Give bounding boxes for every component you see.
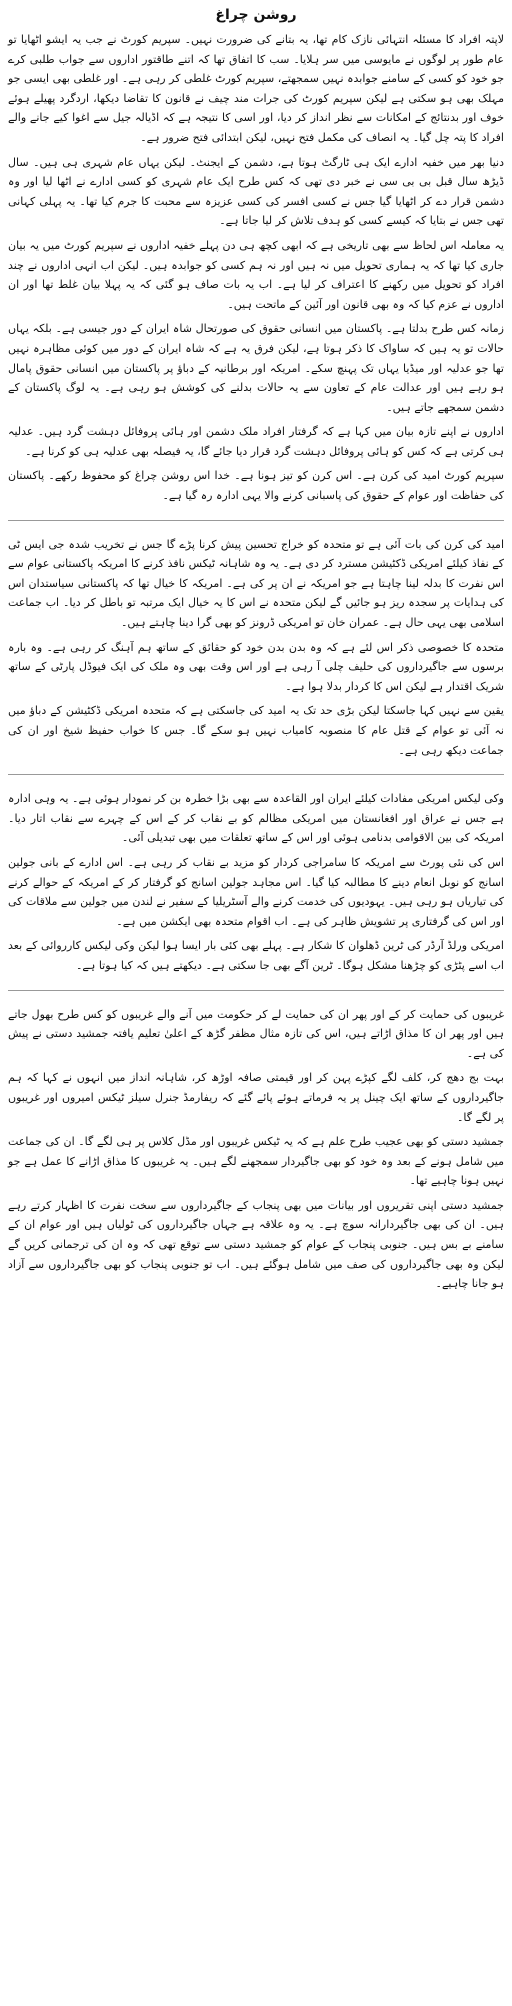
paragraph: وکی لیکس امریکی مفادات کیلئے ایران اور القاعدہ سے بھی بڑا خطرہ بن کر نمودار ہوئی ہے۔ یہ وہی ادارہ ہے جس نے عراق اور افغانستان میں امریکی مظالم کو بے نقاب کر کے اس کے چہرے سے نقاب اتار دیا۔ امریکہ کی بین الاقوامی بدنامی ہوئی اور اس کے ساتھ تعلقات میں بھی تبدیلی آئی۔ <box>8 792 504 845</box>
paragraph: اداروں نے اپنے تازہ بیان میں کہا ہے کہ گرفتار افراد ملک دشمن اور ہائی پروفائل دہشت گرد ہیں۔ عدلیہ ہی کرتی ہے کہ کس کو ہائی پروفائل دہشت گرد قرار دیا جائے گا، یہ فیصلہ بھی عدلیہ ہی کو کرنا ہے۔ <box>8 425 504 458</box>
section-separator <box>8 774 504 775</box>
paragraph: یقین سے نہیں کہا جاسکتا لیکن بڑی حد تک یہ امید کی جاسکتی ہے کہ متحدہ امریکی ڈکٹیشن کے دباؤ میں نہ آئی تو عوام کے قتل عام کا منصوبہ کامیاب نہیں ہو سکے گا۔ جس کا خواب حفیظ شیخ اور ان کی جماعت دیکھ رہی ہے۔ <box>8 704 504 757</box>
paragraph: غریبوں کی حمایت کر کے اور پھر ان کی حمایت لے کر حکومت میں آنے والے غریبوں کو کس طرح بھول جاتے ہیں اور پھر ان کا مذاق اڑاتے ہیں، اس کی تازہ مثال مظفر گڑھ کے اعلیٰ تعلیم یافتہ جمشید دستی نے پیش کی ہے۔ <box>8 1007 504 1060</box>
paragraph: یہ معاملہ اس لحاظ سے بھی تاریخی ہے کہ ابھی کچھ ہی دن پہلے خفیہ اداروں نے سپریم کورٹ میں یہ بیان جاری کیا تھا کہ یہ ہماری تحویل میں نہ ہیں اور نہ ہم کسی کو جوابدہ ہیں۔ لیکن اب انہی اداروں نے چند افراد کو تحویل میں رکھنے کا اعتراف کر لیا ہے۔ اب یہ بات صاف ہو گئی کہ یہ پہلا بیان غلط تھا اور ان اداروں نے عزم کیا کہ وہ بھی قانون اور آئین کے ماتحت ہیں۔ <box>8 238 504 311</box>
paragraph: جمشید دستی کو بھی عجیب طرح علم ہے کہ یہ ٹیکس غریبوں اور مڈل کلاس پر ہی لگے گا۔ ان کی جماعت میں شامل ہونے کے بعد وہ خود کو بھی جاگیردار سمجھنے لگے ہیں۔ یہ غریبوں کا مذاق اڑانے کا عمل ہے جو نہیں ہونا چاہیے تھا۔ <box>8 1135 504 1188</box>
column-title: روشن چراغ <box>215 7 297 23</box>
section-separator <box>8 520 504 521</box>
article-body <box>8 30 504 1294</box>
paragraph: زمانہ کس طرح بدلتا ہے۔ پاکستان میں انسانی حقوق کی صورتحال شاہ ایران کے دور جیسی ہے۔ بلکہ یہاں حالات تو یہ ہیں کہ ساواک کا ذکر ہوتا ہے، لیکن فرق یہ ہے کہ شاہ ایران کے دور میں کوئی مظاہرہ نہیں تھا جو عدلیہ اور میڈیا یہاں تک پہنچ سکے۔ امریکہ اور برطانیہ کے دباؤ پر پاکستان میں انسانی حقوق پامال ہو رہے ہیں اور عدالت عام کے تعاون سے یہ حالات بدلنے کی کوشش ہو رہی ہے۔ یہ لوگ پاکستان کے دشمن سمجھے جاتے ہیں۔ <box>8 322 504 414</box>
paragraph: امریکی ورلڈ آرڈر کی ٹرین ڈھلوان کا شکار ہے۔ پہلے بھی کئی بار ایسا ہوا لیکن وکی لیکس کارروائی کے بعد اب اسے پٹڑی کو چڑھنا مشکل ہوگا۔ ٹرین آگے بھی جا سکتی ہے۔ دیکھتے ہیں کہ کیا ہوتا ہے۔ <box>8 939 504 972</box>
paragraph: امید کی کرن کی بات آئی ہے تو متحدہ کو خراج تحسین پیش کرنا پڑے گا جس نے تخریب شدہ جی ایس ٹی کے نفاذ کیلئے امریکی ڈکٹیشن مسترد کر دی ہے۔ یہ وہ شاہانہ ٹیکس نافذ کرنے کا امریکہ پاکستانی عوام سے اس نفرت کا بدلہ لینا چاہتا ہے جو امریکہ نے ان پر کی ہے۔ امریکہ کا خیال تھا کہ پاکستانی سیاستدان اس کی ہدایات پر سجدہ ریز ہو جائیں گے لیکن متحدہ نے اس کا یہ خیال ایک مرتبہ تو باطل کر دیا۔ اب جماعت اسلامی بھی یہی حال ہے۔ عمران خان تو امریکی ڈرونز کو بھی گرا دینا چاہتے ہیں۔ <box>8 537 504 630</box>
paragraph: لاپتہ افراد کا مسئلہ انتہائی نازک کام تھا، یہ بتانے کی ضرورت نہیں۔ سپریم کورٹ نے جب یہ ایشو اٹھایا تو عام طور پر لوگوں نے مایوسی میں سر ہلایا۔ سب کا اتفاق تھا کہ اتنے طاقتور اداروں سے جواب طلبی کرے جو خود کو کسی کے سامنے جوابدہ نہیں سمجھتے، سپریم کورٹ غلطی کر رہی ہے۔ اور غلطی بھی ایسی جو مہلک بھی ہو سکتی ہے لیکن سپریم کورٹ کی جرات مند چیف نے قانون کا تقاضا دیکھا، اردگرد پھیلے ہوئے خوف اور بدنتائج کے امکانات سے نظر انداز کر دیا، اور اسی کا نتیجہ ہے کہ اڈیالہ جیل سے اغوا کیے جانے والے افراد کا پتہ چل گیا۔ یہ انصاف کی مکمل فتح نہیں، لیکن ابتدائی فتح ضرور ہے۔ <box>8 33 504 144</box>
paragraph: دنیا بھر میں خفیہ ادارے ایک ہی ٹارگٹ ہوتا ہے، دشمن کے ایجنٹ۔ لیکن یہاں عام شہری ہی ہیں۔ سال ڈیڑھ سال قبل بی بی سی نے خبر دی تھی کہ کس طرح ایک عام شہری کو کسی ادارے نے اٹھا لیا اور وہ دشمن قرار دے کر اٹھایا گیا جس نے کسی افسر کی کسی عزیزہ سے محبت کا جرم کیا تھا۔ یہ پہلی کہانی تھی جس نے بتایا کہ کیسے کسی کو ہدف تلاش کر لیا جاتا ہے۔ <box>8 155 504 228</box>
paragraph: اس کی نئی پورٹ سے امریکہ کا سامراجی کردار کو مزید بے نقاب کر رہی ہے۔ اس ادارے کے بانی جولین اسانج کو نوبل انعام دینے کا مطالبہ کیا گیا۔ اس مجاہد جولین اسانج کو گرفتار کر کے امریکہ کے حوالے کرنے کی تیاریاں ہو رہی ہیں۔ یہودیوں کی خدمت کرنے والے آسٹریلیا کے سفیر نے لندن میں جولین سے ملاقات کی اور اس کی گرفتاری پر تشویش ظاہر کی ہے۔ اب اقوام متحدہ بھی ایکشن میں ہے۔ <box>8 855 504 928</box>
section-separator <box>8 990 504 991</box>
article-section <box>8 535 504 761</box>
paragraph: سپریم کورٹ امید کی کرن ہے۔ اس کرن کو تیز ہونا ہے۔ خدا اس روشن چراغ کو محفوظ رکھے۔ پاکستان کی حفاظت اور عوام کے حقوق کی پاسبانی کرنے والا یہی ادارہ رہ گیا ہے۔ <box>8 469 504 503</box>
article-section <box>8 30 504 506</box>
article-section <box>8 789 504 975</box>
paragraph: بہت بج دھج کر، کلف لگے کپڑے پہن کر اور قیمتی صافہ اوڑھ کر، شاہانہ انداز میں انہوں نے کہا کہ ہم جاگیرداروں کے ساتھ ایک چینل پر یہ فرماتے ہوئے پائے گئے کہ ریفارمڈ جنرل سیلز ٹیکس امیروں اور غریبوں پر لگے گا۔ <box>8 1071 504 1124</box>
newspaper-page <box>8 4 504 1299</box>
article-section <box>8 1005 504 1294</box>
paragraph: جمشید دستی اپنی تقریروں اور بیانات میں بھی پنجاب کے جاگیرداروں سے سخت نفرت کا اظہار کرتے رہے ہیں۔ ان کی بھی جاگیردارانہ سوچ ہے۔ یہ وہ علاقہ ہے جہاں جاگیرداروں کی ٹولیاں ہیں اور عوام ان کے سامنے بے بس ہیں۔ جنوبی پنجاب کے عوام کو جمشید دستی سے توقع تھی کہ وہ ان کی ترجمانی کریں گے لیکن وہ بھی جاگیرداروں کی صف میں شامل ہوگئے ہیں۔ اب تو جنوبی پنجاب کو بھی جاگیرداروں سے آزاد ہو جانا چاہیے۔ <box>8 1198 504 1291</box>
paragraph: متحدہ کا خصوصی ذکر اس لئے ہے کہ وہ بدن بدن خود کو حقائق کے ساتھ ہم آہنگ کر رہی ہے۔ وہ بارہ برسوں سے جاگیرداروں کی حلیف چلی آ رہی ہے اور اس وقت بھی وہ ملک کی ایک فیوڈل پارٹی کے ساتھ شریک اقتدار ہے لیکن اس کا کردار بدلا ہوا ہے۔ <box>8 640 504 693</box>
